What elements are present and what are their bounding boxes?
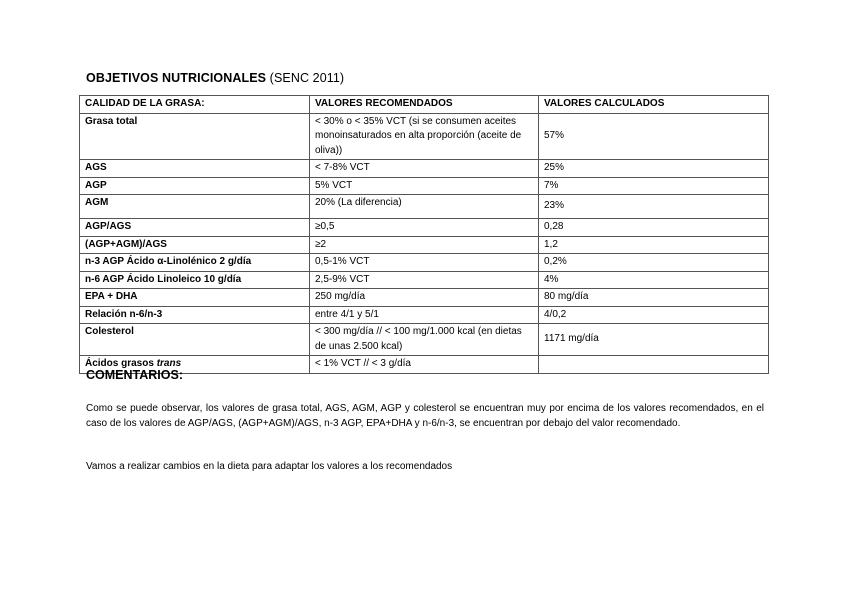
table-row xyxy=(80,160,769,178)
recommended-value: 5% VCT xyxy=(310,177,539,195)
recommended-value: < 7-8% VCT xyxy=(310,160,539,178)
calculated-value: 25% xyxy=(539,160,769,178)
calculated-value: 0,2% xyxy=(539,254,769,272)
page-title xyxy=(86,71,344,85)
row-label: AGP xyxy=(80,177,310,195)
recommended-value: 2,5-9% VCT xyxy=(310,271,539,289)
table-row xyxy=(80,271,769,289)
calculated-value: 4/0,2 xyxy=(539,306,769,324)
table-row xyxy=(80,254,769,272)
header-cell: VALORES CALCULADOS xyxy=(539,96,769,114)
comments-heading: COMENTARIOS: xyxy=(86,368,183,382)
row-label: n-3 AGP Ácido α-Linolénico 2 g/día xyxy=(80,254,310,272)
recommended-value: ≥2 xyxy=(310,236,539,254)
recommended-value: < 30% o < 35% VCT (si se consumen aceites monoinsaturados en alta proporción (aceite de oliva)) xyxy=(310,113,539,160)
row-label-main: Ácidos grasos xyxy=(85,358,157,369)
comments-conclusion: Vamos a realizar cambios en la dieta para adaptar los valores a los recomendados xyxy=(86,461,453,472)
recommended-value: ≥0,5 xyxy=(310,219,539,237)
row-label: AGS xyxy=(80,160,310,178)
calculated-value: 23% xyxy=(539,195,769,219)
nutrition-objectives-table xyxy=(79,95,769,374)
header-cell: VALORES RECOMENDADOS xyxy=(310,96,539,114)
row-label: EPA + DHA xyxy=(80,289,310,307)
recommended-value: < 1% VCT // < 3 g/día xyxy=(310,356,539,374)
recommended-value: 20% (La diferencia) xyxy=(310,195,539,219)
title-main: OBJETIVOS NUTRICIONALES xyxy=(86,71,267,85)
row-label: AGM xyxy=(80,195,310,219)
calculated-value: 7% xyxy=(539,177,769,195)
row-label: Relación n-6/n-3 xyxy=(80,306,310,324)
table-row xyxy=(80,236,769,254)
recommended-value: 250 mg/día xyxy=(310,289,539,307)
table-row xyxy=(80,113,769,160)
calculated-value: 80 mg/día xyxy=(539,289,769,307)
header-cell: CALIDAD DE LA GRASA: xyxy=(80,96,310,114)
comments-paragraph: Como se puede observar, los valores de grasa total, AGS, AGM, AGP y colesterol se encuentran muy por encima de los valores recomendados, en el caso de los valores de AGP/AGS, (AGP+AGM)/AGS, n-3 AGP, EPA+DHA y n-6/n-3, se encuentran por debajo del valor recomendado. xyxy=(86,403,764,429)
calculated-value: 4% xyxy=(539,271,769,289)
table-header-row xyxy=(80,96,769,114)
row-label: AGP/AGS xyxy=(80,219,310,237)
calculated-value: 1,2 xyxy=(539,236,769,254)
row-label: Colesterol xyxy=(80,324,310,356)
row-label: n-6 AGP Ácido Linoleico 10 g/día xyxy=(80,271,310,289)
calculated-value: 57% xyxy=(539,113,769,160)
recommended-value: entre 4/1 y 5/1 xyxy=(310,306,539,324)
row-label: (AGP+AGM)/AGS xyxy=(80,236,310,254)
recommended-value: 0,5-1% VCT xyxy=(310,254,539,272)
table-row xyxy=(80,177,769,195)
table-row xyxy=(80,195,769,219)
table-row xyxy=(80,289,769,307)
table-row xyxy=(80,219,769,237)
table-row xyxy=(80,324,769,356)
title-source: (SENC 2011) xyxy=(266,71,345,85)
row-label-italic: trans xyxy=(156,358,182,369)
calculated-value: 0,28 xyxy=(539,219,769,237)
table-row xyxy=(80,306,769,324)
row-label: Grasa total xyxy=(80,113,310,160)
recommended-value: < 300 mg/día // < 100 mg/1.000 kcal (en dietas de unas 2.500 kcal) xyxy=(310,324,539,356)
calculated-value: 1171 mg/día xyxy=(539,324,769,356)
calculated-value xyxy=(539,356,769,374)
